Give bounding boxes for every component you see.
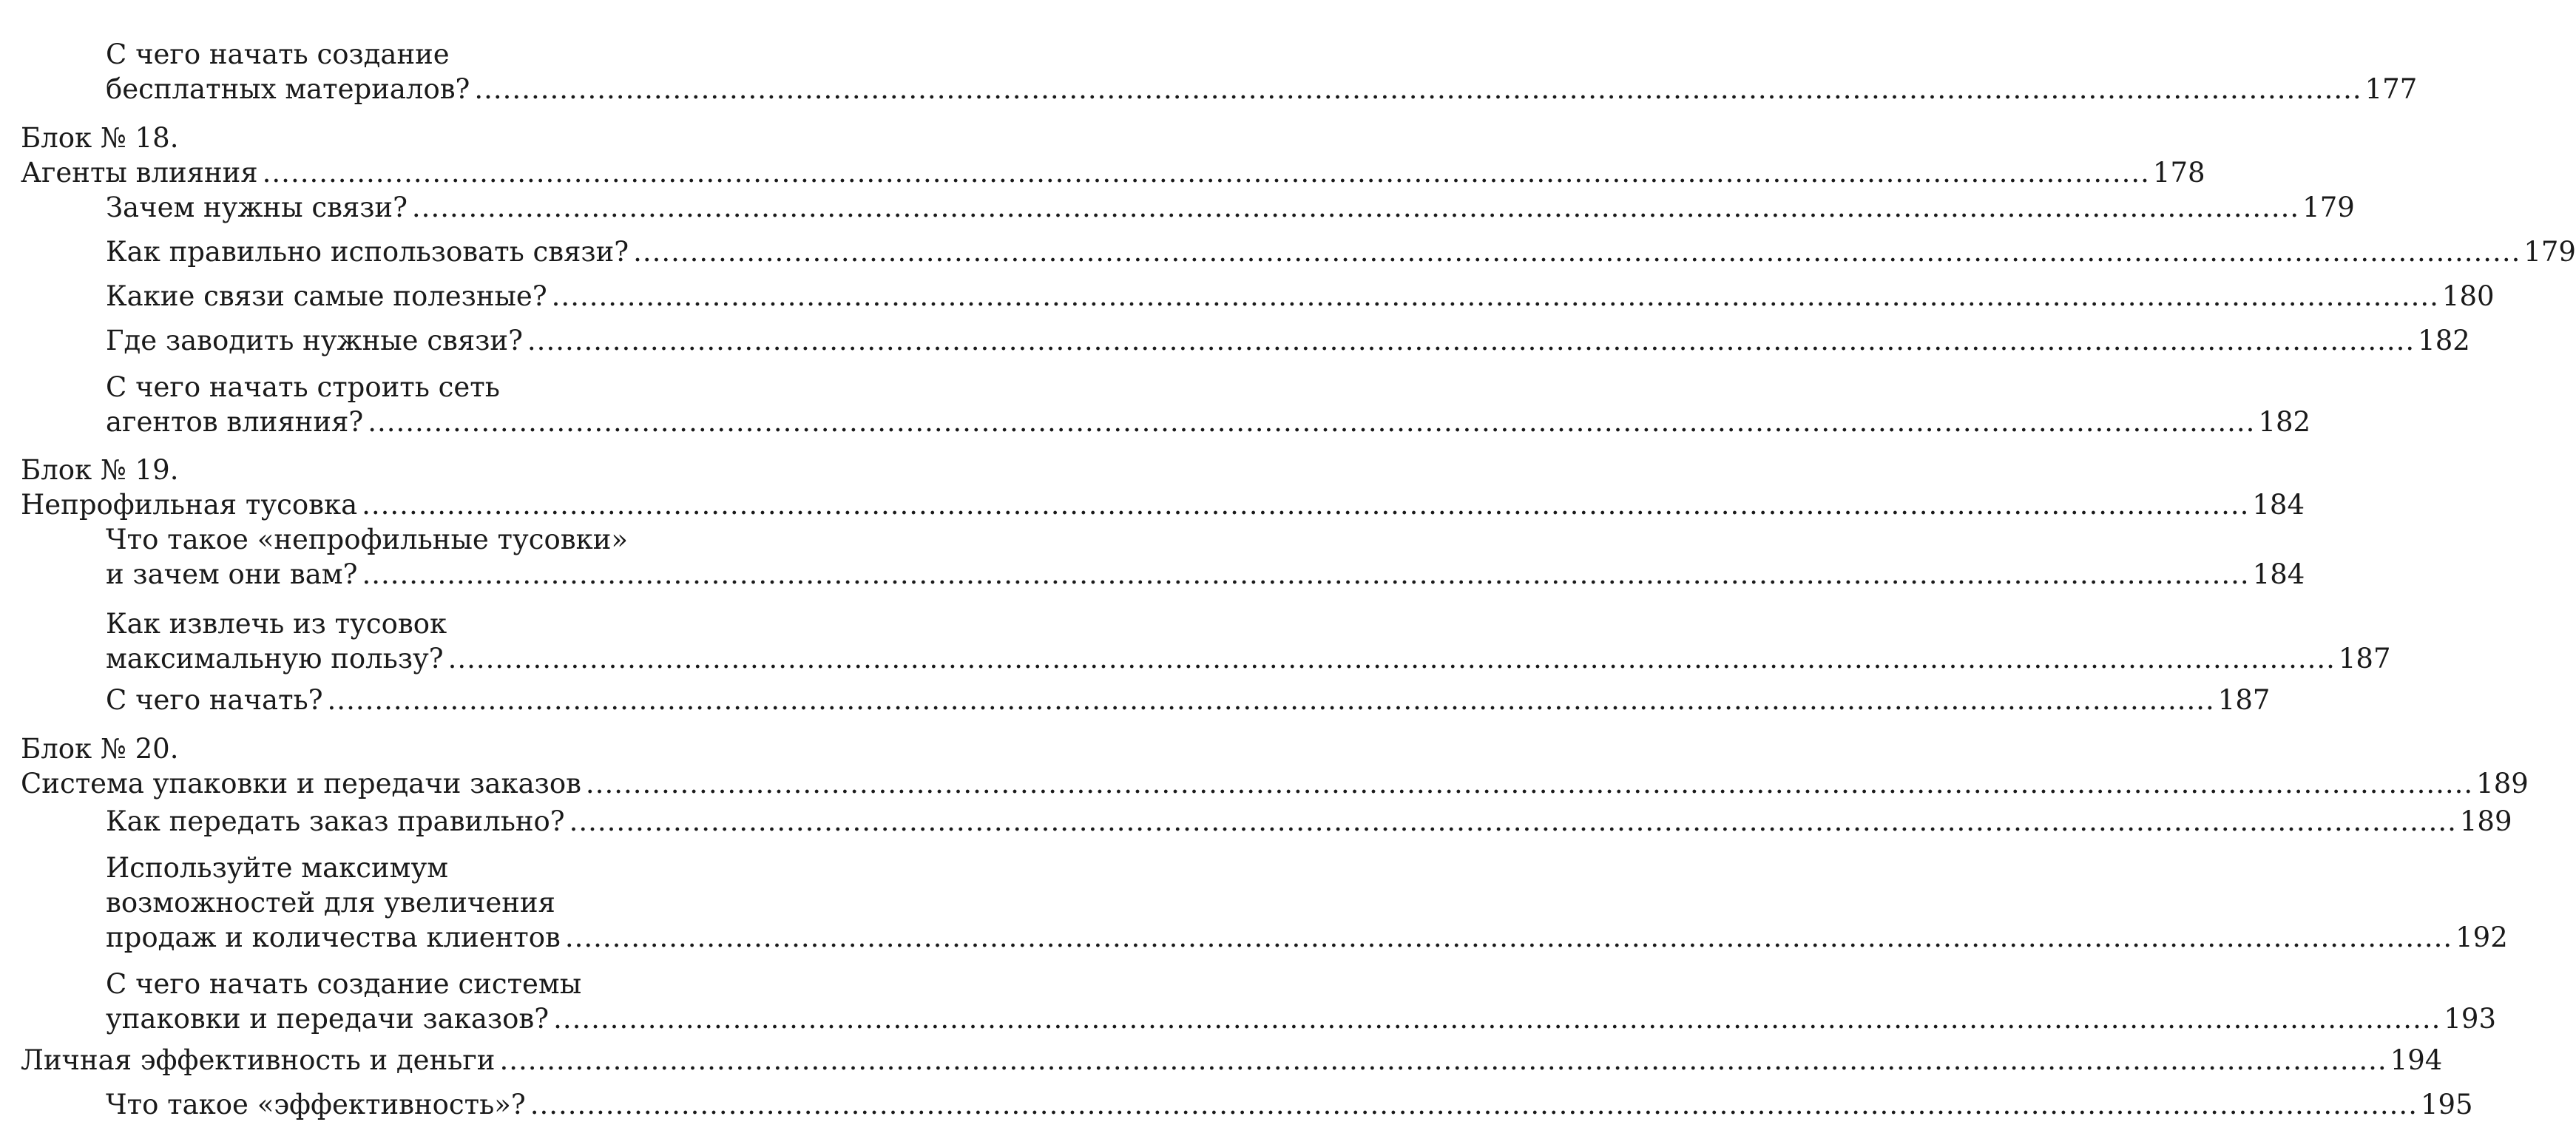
entry-title: агентов влияния? <box>106 406 364 438</box>
entry-title: Непрофильная тусовка <box>21 489 358 521</box>
toc-line <box>106 37 740 72</box>
entry-title: Как извлечь из тусовок <box>106 608 447 640</box>
toc-line <box>21 1043 2443 1078</box>
entry-title: Как правильно использовать связи? <box>106 236 629 268</box>
toc-line <box>106 72 2418 106</box>
toc-section-entry[interactable] <box>0 522 2305 592</box>
block-label: Блок № 19. <box>21 454 179 486</box>
page-number: 195 <box>2420 1089 2473 1120</box>
dot-leader: ........................................................................................................................................................................................................ <box>633 236 2521 268</box>
toc-line <box>106 557 2305 592</box>
entry-title: Система упаковки и передачи заказов <box>21 768 581 799</box>
toc-section-entry[interactable] <box>0 851 2508 955</box>
page-number: 182 <box>2418 325 2470 356</box>
page-number: 178 <box>2152 157 2205 189</box>
toc-section-entry[interactable] <box>0 279 2495 314</box>
entry-title: Как передать заказ правильно? <box>106 805 565 837</box>
toc-line <box>106 804 2512 839</box>
dot-leader: ........................................................................................................................................................................................................ <box>362 558 2250 590</box>
toc-section-entry[interactable] <box>0 370 2311 439</box>
toc-line <box>106 522 740 557</box>
entry-title: Агенты влияния <box>21 157 258 189</box>
page-number: 187 <box>2217 684 2271 716</box>
toc-chapter-entry[interactable] <box>0 731 2529 801</box>
toc-line <box>106 641 2391 676</box>
dot-leader: ........................................................................................................................................................................................................ <box>564 922 2453 953</box>
toc-section-entry[interactable] <box>0 1087 2473 1122</box>
toc-chapter-entry[interactable] <box>0 1043 2443 1078</box>
toc-line <box>106 683 2271 717</box>
dot-leader: ........................................................................................................................................................................................................ <box>447 643 2336 674</box>
toc-chapter-entry[interactable] <box>0 121 2205 190</box>
toc-section-entry[interactable] <box>0 234 2576 269</box>
entry-title: С чего начать? <box>106 684 323 716</box>
toc-chapter-entry[interactable] <box>0 453 2305 522</box>
dot-leader: ........................................................................................................................................................................................................ <box>262 157 2150 189</box>
toc-section-entry[interactable] <box>0 683 2271 717</box>
entry-title: Зачем нужны связи? <box>106 192 408 223</box>
toc-line <box>106 967 740 1001</box>
toc-line <box>106 279 2495 314</box>
toc-line <box>106 370 740 405</box>
toc-section-entry[interactable] <box>0 323 2470 358</box>
toc-line <box>106 190 2355 225</box>
toc-section-entry[interactable] <box>0 606 2391 676</box>
page-number: 177 <box>2364 73 2418 105</box>
entry-title: и зачем они вам? <box>106 558 358 590</box>
page-number: 193 <box>2444 1003 2496 1035</box>
toc-line <box>106 1087 2473 1122</box>
toc-line <box>106 920 2508 955</box>
entry-title: С чего начать создание системы <box>106 968 582 1000</box>
page-number: 184 <box>2252 558 2305 590</box>
dot-leader: ........................................................................................................................................................................................................ <box>553 1003 2441 1035</box>
dot-leader: ........................................................................................................................................................................................................ <box>411 192 2300 223</box>
page-number: 179 <box>2302 192 2355 223</box>
dot-leader: ........................................................................................................................................................................................................ <box>551 280 2439 312</box>
entry-title: Где заводить нужные связи? <box>106 325 523 356</box>
block-label: Блок № 18. <box>21 122 179 154</box>
dot-leader: ........................................................................................................................................................................................................ <box>327 684 2215 716</box>
dot-leader: ........................................................................................................................................................................................................ <box>527 325 2416 356</box>
entry-title: продаж и количества клиентов <box>106 922 561 953</box>
toc-line <box>106 234 2576 269</box>
entry-title: Что такое «эффективность»? <box>106 1089 526 1120</box>
page-number: 182 <box>2258 406 2311 438</box>
toc-line <box>21 487 2305 522</box>
toc-section-entry[interactable] <box>0 804 2512 839</box>
entry-title: Используйте максимум <box>106 852 448 884</box>
dot-leader: ........................................................................................................................................................................................................ <box>569 805 2457 837</box>
page-number: 187 <box>2338 643 2391 674</box>
toc-line <box>106 323 2470 358</box>
entry-title: С чего начать создание <box>106 38 450 70</box>
page-number: 189 <box>2459 805 2512 837</box>
page-number: 189 <box>2476 768 2529 799</box>
toc-section-entry[interactable] <box>0 190 2355 225</box>
dot-leader: ........................................................................................................................................................................................................ <box>368 406 2256 438</box>
block-label: Блок № 20. <box>21 733 179 765</box>
page-number: 192 <box>2455 922 2508 953</box>
entry-title: возможностей для увеличения <box>106 887 555 919</box>
entry-title: Личная эффективность и деньги <box>21 1044 496 1076</box>
toc-section-entry[interactable] <box>0 967 2496 1036</box>
page-number: 184 <box>2252 489 2305 521</box>
dot-leader: ........................................................................................................................................................................................................ <box>499 1044 2387 1076</box>
entry-title: С чего начать строить сеть <box>106 371 500 403</box>
dot-leader: ........................................................................................................................................................................................................ <box>362 489 2250 521</box>
dot-leader: ........................................................................................................................................................................................................ <box>530 1089 2418 1120</box>
toc-line <box>21 766 2529 801</box>
page-number: 180 <box>2441 280 2495 312</box>
dot-leader: ........................................................................................................................................................................................................ <box>585 768 2474 799</box>
toc-line <box>21 155 2205 190</box>
page-number: 179 <box>2523 236 2576 268</box>
toc-line <box>106 851 740 885</box>
page-number: 194 <box>2390 1044 2443 1076</box>
entry-title: бесплатных материалов? <box>106 73 470 105</box>
entry-title: упаковки и передачи заказов? <box>106 1003 550 1035</box>
entry-title: Какие связи самые полезные? <box>106 280 547 312</box>
toc-line <box>106 1001 2496 1036</box>
toc-line <box>106 606 740 641</box>
toc-line <box>106 405 2311 439</box>
entry-title: максимальную пользу? <box>106 643 444 674</box>
toc-section-entry[interactable] <box>0 37 2418 106</box>
dot-leader: ........................................................................................................................................................................................................ <box>474 73 2362 105</box>
entry-title: Что такое «непрофильные тусовки» <box>106 524 629 555</box>
toc-line <box>106 885 740 920</box>
